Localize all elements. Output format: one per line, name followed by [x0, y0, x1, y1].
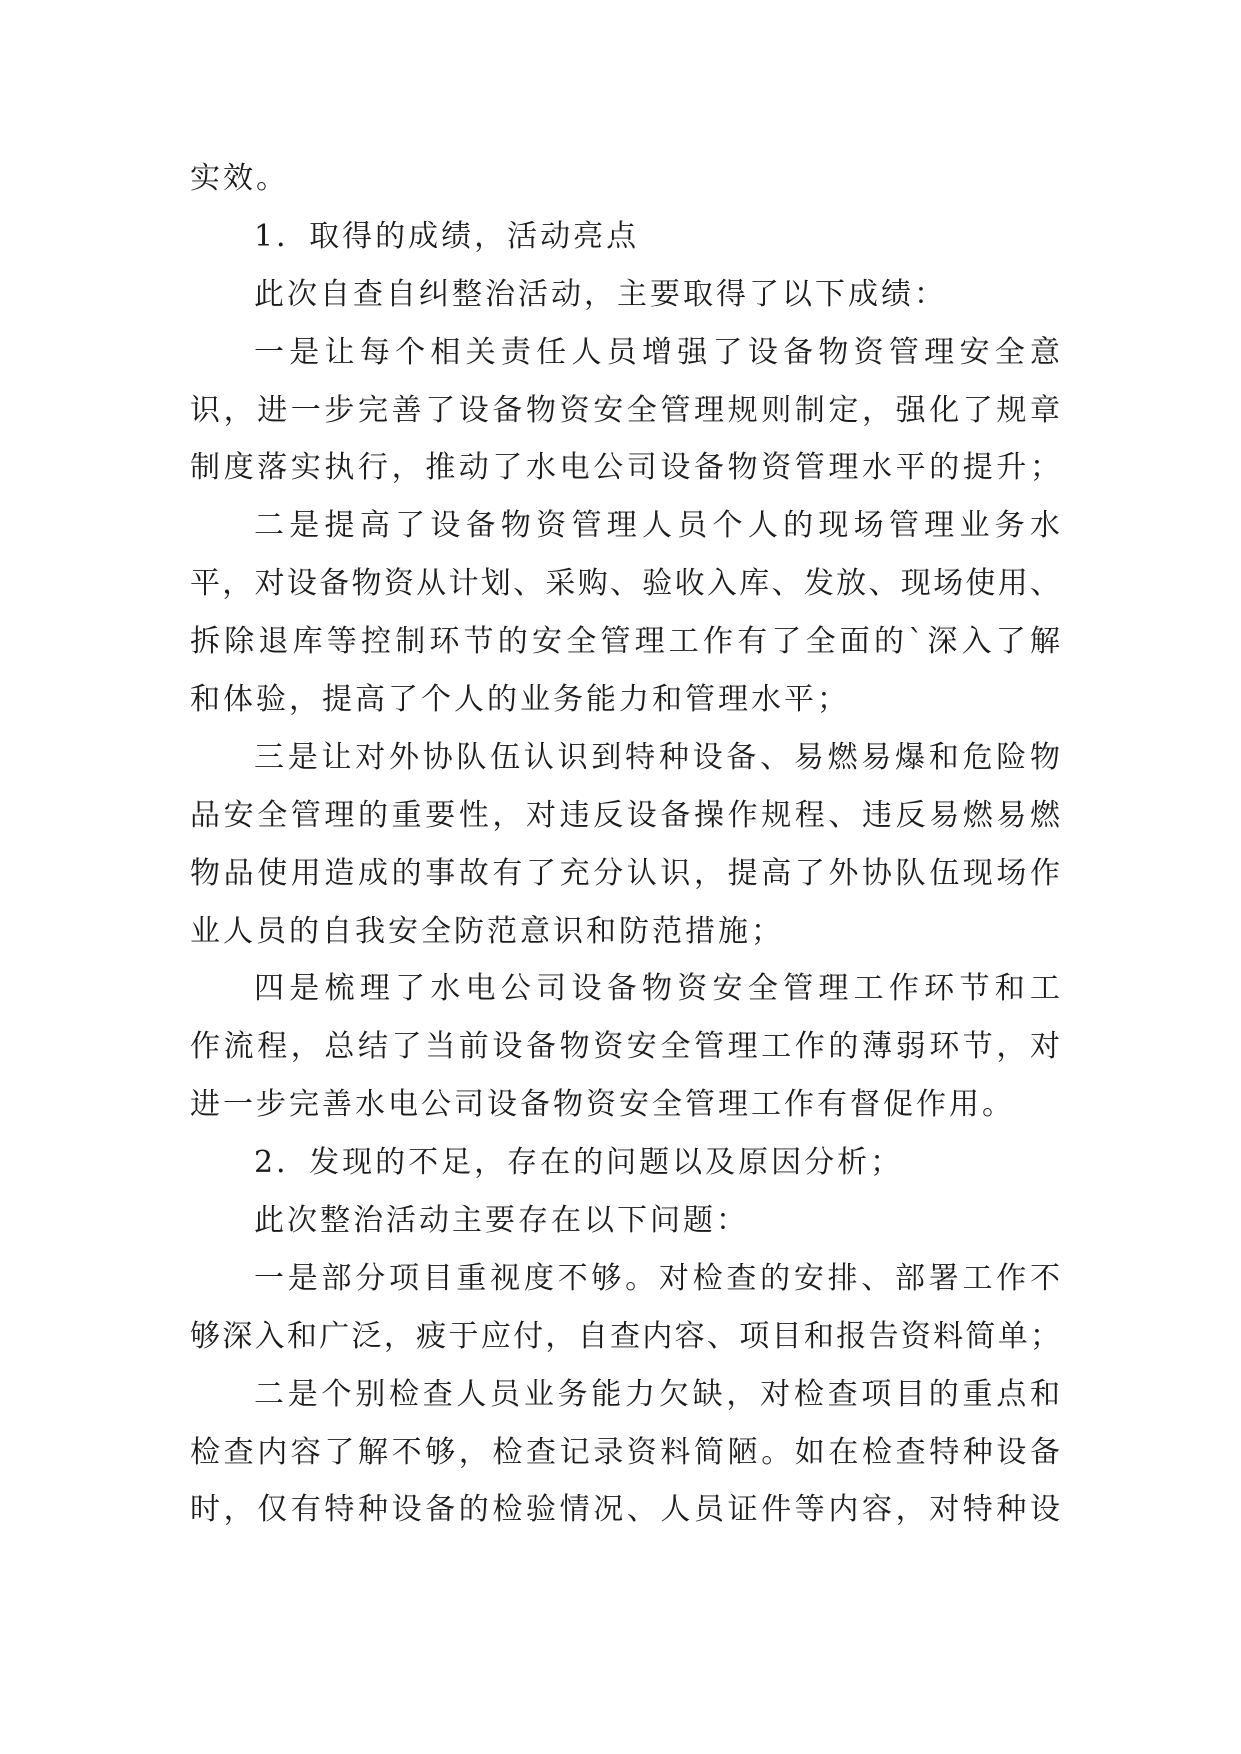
- section-heading: 1．取得的成绩，活动亮点: [254, 218, 640, 254]
- text-line: 物品使用造成的事故有了充分认识，提高了外协队伍现场作: [190, 855, 1060, 891]
- text-line: 制度落实执行，推动了水电公司设备物资管理水平的提升；: [190, 450, 1060, 486]
- text-line: 此次自查自纠整治活动，主要取得了以下成绩：: [254, 276, 947, 312]
- text-line: 二是提高了设备物资管理人员个人的现场管理业务水: [254, 508, 1060, 544]
- text-line: 此次整治活动主要存在以下问题：: [254, 1203, 749, 1239]
- text-line: 和体验，提高了个人的业务能力和管理水平；: [190, 682, 850, 718]
- text-line: 品安全管理的重要性，对违反设备操作规程、违反易燃易燃: [190, 797, 1060, 833]
- text-line: 实效。: [190, 161, 289, 196]
- text-line: 三是让对外协队伍认识到特种设备、易燃易爆和危险物: [254, 739, 1060, 775]
- text-line: 进一步完善水电公司设备物资安全管理工作有督促作用。: [190, 1087, 1015, 1123]
- text-line: 时，仅有特种设备的检验情况、人员证件等内容，对特种设: [190, 1492, 1060, 1528]
- text-line: 作流程，总结了当前设备物资安全管理工作的薄弱环节，对: [190, 1029, 1060, 1065]
- text-line: 平，对设备物资从计划、采购、验收入库、发放、现场使用、: [190, 566, 1060, 602]
- section-heading: 2．发现的不足，存在的问题以及原因分析；: [254, 1145, 904, 1181]
- text-line: 一是部分项目重视度不够。对检查的安排、部署工作不: [254, 1260, 1060, 1296]
- text-line: 识，进一步完善了设备物资安全管理规则制定，强化了规章: [190, 392, 1060, 428]
- text-line: 拆除退库等控制环节的安全管理工作有了全面的`深入了解: [190, 624, 1060, 660]
- text-line: 一是让每个相关责任人员增强了设备物资管理安全意: [254, 334, 1060, 370]
- text-line: 业人员的自我安全防范意识和防范措施；: [190, 913, 784, 949]
- document-page: [190, 150, 1060, 1539]
- text-line: 够深入和广泛，疲于应付，自查内容、项目和报告资料简单；: [190, 1318, 1060, 1354]
- text-line: 二是个别检查人员业务能力欠缺，对检查项目的重点和: [254, 1376, 1060, 1412]
- text-line: 检查内容了解不够，检查记录资料简陋。如在检查特种设备: [190, 1434, 1060, 1470]
- text-line: 四是梳理了水电公司设备物资安全管理工作环节和工: [254, 971, 1060, 1007]
